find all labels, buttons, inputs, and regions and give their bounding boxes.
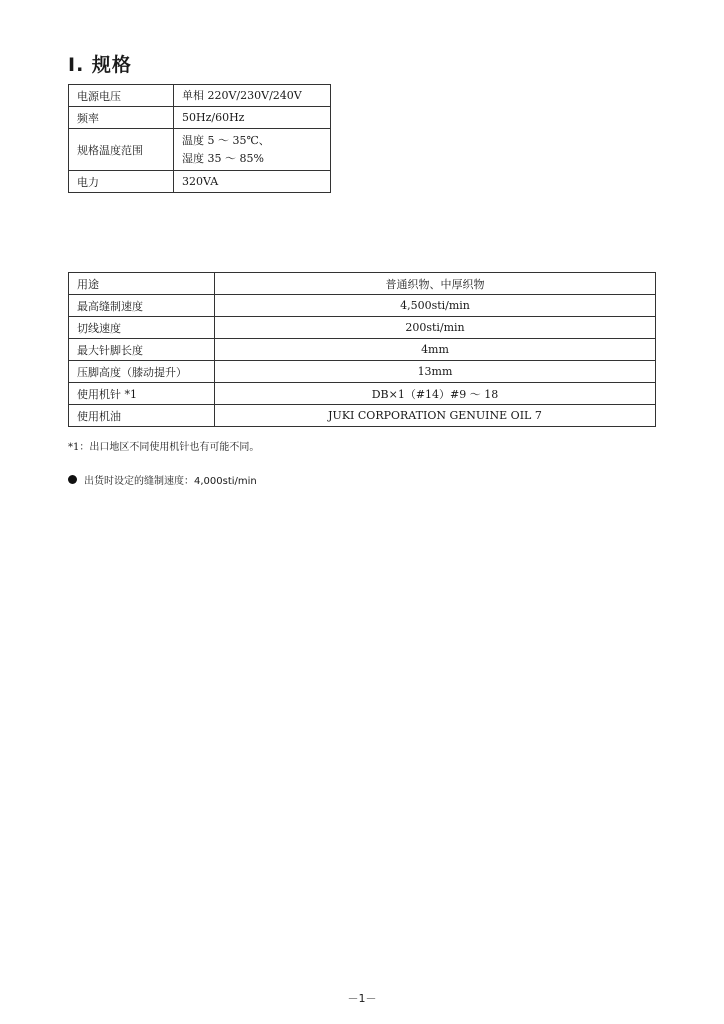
- row-value: 4,500sti/min: [215, 295, 656, 317]
- shipping-speed-text: 出货时设定的缝制速度：4,000sti/min: [84, 476, 257, 487]
- row-label: 频率: [69, 107, 174, 129]
- row-value-line: 温度 5 ～ 35℃、: [182, 133, 270, 147]
- row-value-line: 单相 220V/230V/240V: [182, 88, 302, 102]
- row-label: 最高缝制速度: [69, 295, 215, 317]
- row-value: 13mm: [215, 361, 656, 383]
- row-value: JUKI CORPORATION GENUINE OIL 7: [215, 405, 656, 427]
- row-label: 电力: [69, 171, 174, 193]
- row-value: [174, 171, 331, 193]
- table-row: [69, 85, 331, 107]
- page-number: －1－: [347, 992, 377, 1005]
- row-value: [174, 129, 331, 171]
- row-value: DB×1（#14）#9 ～ 18: [215, 383, 656, 405]
- row-label: 规格温度范围: [69, 129, 174, 171]
- row-value-line: 50Hz/60Hz: [182, 110, 245, 124]
- row-value: [174, 107, 331, 129]
- row-value: 普通织物、中厚织物: [215, 273, 656, 295]
- bullet-icon: [68, 475, 77, 484]
- table-row: [69, 317, 656, 339]
- shipping-speed-note: [68, 472, 257, 487]
- table-row: [69, 295, 656, 317]
- row-label: 最大针脚长度: [69, 339, 215, 361]
- row-value: [174, 85, 331, 107]
- row-label: 电源电压: [69, 85, 174, 107]
- table-row: [69, 107, 331, 129]
- row-value-line: 湿度 35 ～ 85%: [182, 151, 264, 165]
- power-spec-table: [68, 84, 331, 193]
- table-row: [69, 339, 656, 361]
- row-value-line: 320VA: [182, 174, 219, 188]
- row-label: 用途: [69, 273, 215, 295]
- row-label: 切线速度: [69, 317, 215, 339]
- table-row: [69, 129, 331, 171]
- row-value: 4mm: [215, 339, 656, 361]
- section-title: I. 规格: [68, 54, 132, 76]
- table-row: [69, 383, 656, 405]
- needle-footnote: *1：出口地区不同使用机针也有可能不同。: [68, 442, 260, 453]
- table-row: [69, 171, 331, 193]
- row-label: 使用机油: [69, 405, 215, 427]
- table-row: [69, 361, 656, 383]
- row-value: 200sti/min: [215, 317, 656, 339]
- machine-spec-table: [68, 272, 656, 427]
- row-label: 压脚高度（膝动提升）: [69, 361, 215, 383]
- row-label: 使用机针 *1: [69, 383, 215, 405]
- table-row: [69, 273, 656, 295]
- table-row: [69, 405, 656, 427]
